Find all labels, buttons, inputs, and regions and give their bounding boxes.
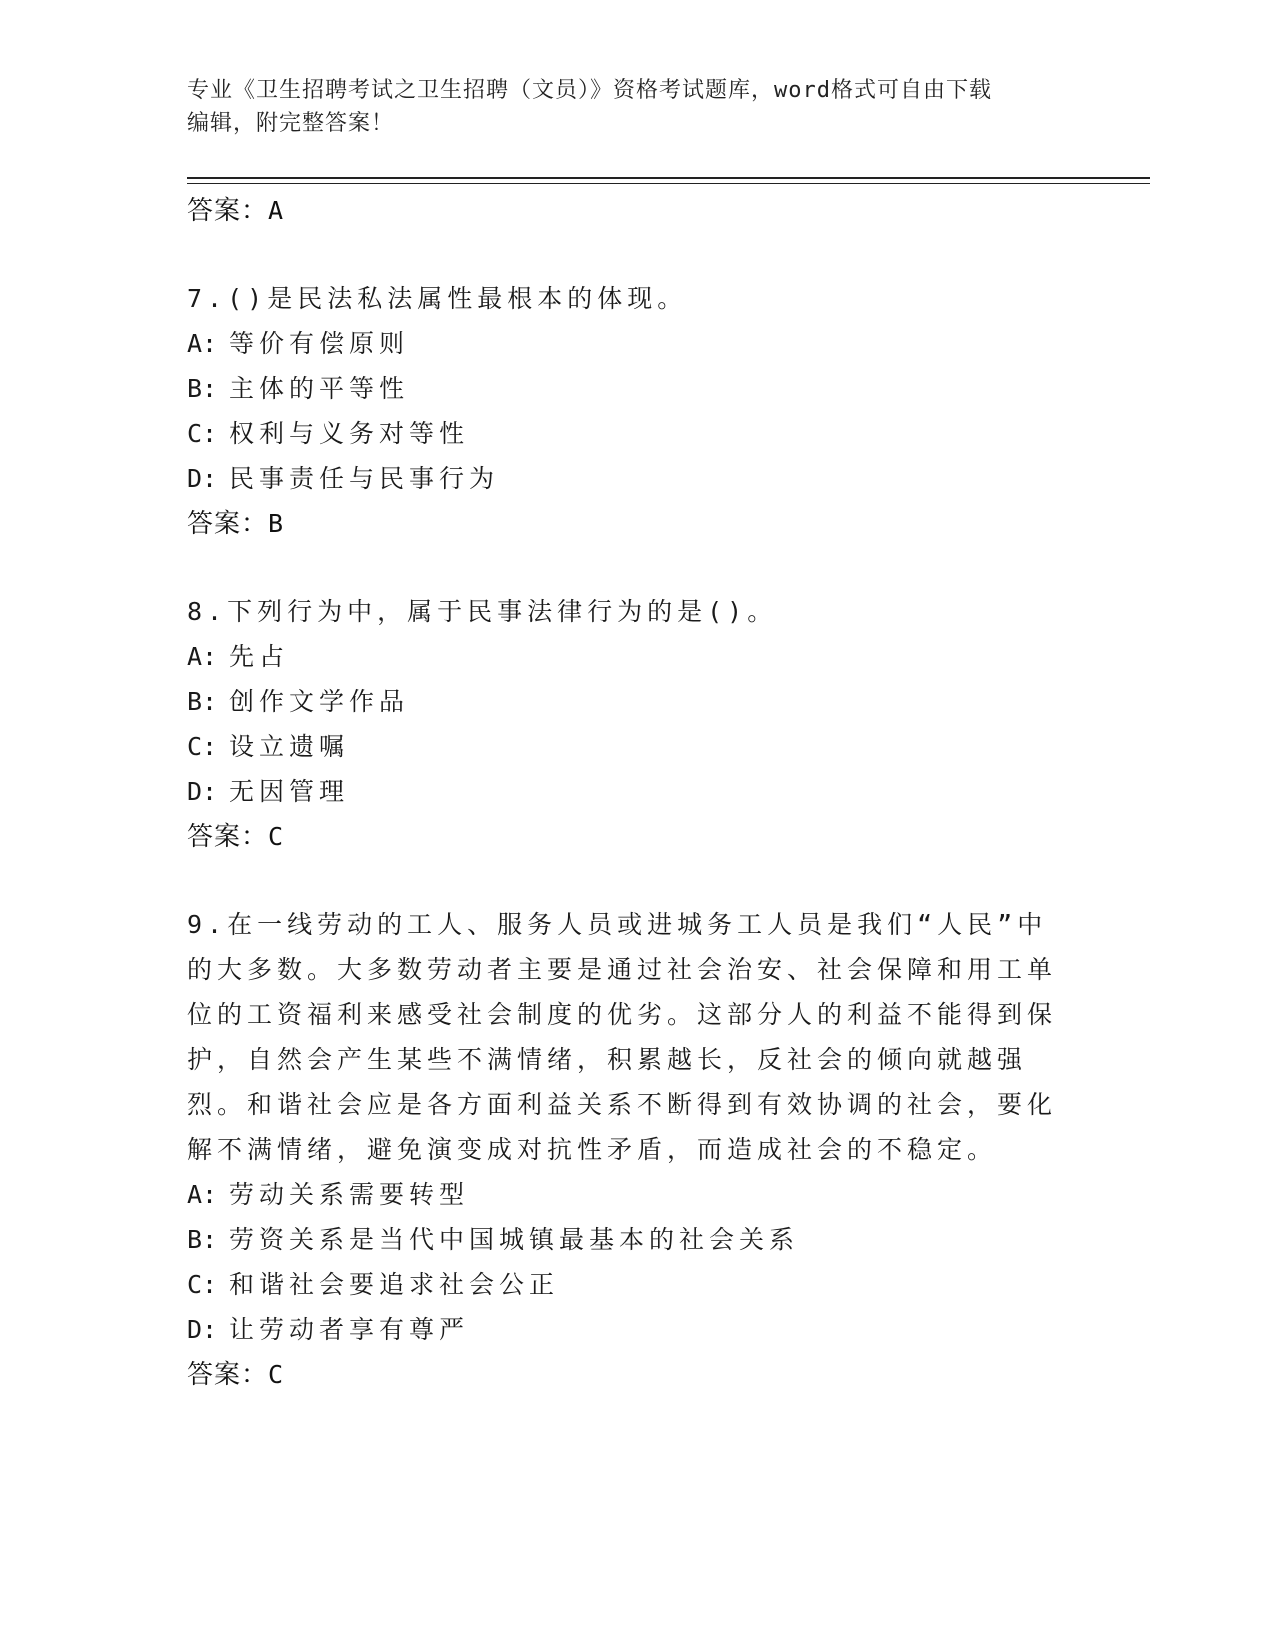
answer-line bbox=[187, 501, 1067, 546]
header-line-2: 编辑，附完整答案！ bbox=[187, 111, 395, 136]
option-key: C: bbox=[187, 732, 218, 761]
option-d bbox=[187, 1307, 1067, 1352]
option-a bbox=[187, 1172, 1067, 1217]
option-key: A: bbox=[187, 329, 218, 358]
option-text: 让劳动者享有尊严 bbox=[229, 1315, 470, 1344]
option-key: B: bbox=[187, 374, 218, 403]
header-rule-thick bbox=[187, 177, 1150, 179]
option-a bbox=[187, 321, 1067, 366]
question-stem: 8.下列行为中，属于民事法律行为的是()。 bbox=[187, 597, 778, 626]
question-block bbox=[187, 902, 1067, 1397]
option-text: 民事责任与民事行为 bbox=[229, 464, 500, 493]
option-b bbox=[187, 1217, 1067, 1262]
option-key: A: bbox=[187, 642, 218, 671]
option-text: 权利与义务对等性 bbox=[229, 419, 470, 448]
answer-value: A bbox=[268, 196, 285, 225]
option-b bbox=[187, 679, 1067, 724]
option-text: 劳资关系是当代中国城镇最基本的社会关系 bbox=[229, 1225, 800, 1254]
answer-label: 答案： bbox=[187, 1360, 269, 1390]
answer-line bbox=[187, 188, 1067, 233]
header-rule-thin bbox=[187, 183, 1150, 184]
option-text: 创作文学作品 bbox=[229, 687, 410, 716]
question-stem: 7.()是民法私法属性最根本的体现。 bbox=[187, 284, 688, 313]
option-key: D: bbox=[187, 1315, 218, 1344]
question-block bbox=[187, 276, 1067, 546]
answer-label: 答案： bbox=[187, 822, 269, 852]
option-key: B: bbox=[187, 687, 218, 716]
answer-line bbox=[187, 1352, 1067, 1397]
page-header bbox=[187, 74, 1067, 140]
option-b bbox=[187, 366, 1067, 411]
option-c bbox=[187, 724, 1067, 769]
answer-label: 答案： bbox=[187, 196, 269, 226]
option-text: 劳动关系需要转型 bbox=[229, 1180, 470, 1209]
option-d bbox=[187, 456, 1067, 501]
option-key: A: bbox=[187, 1180, 218, 1209]
option-d bbox=[187, 769, 1067, 814]
option-key: C: bbox=[187, 419, 218, 448]
spacer bbox=[187, 859, 1067, 902]
answer-value: C bbox=[268, 1360, 285, 1389]
spacer bbox=[187, 233, 1067, 276]
option-key: D: bbox=[187, 464, 218, 493]
option-a bbox=[187, 634, 1067, 679]
option-key: C: bbox=[187, 1270, 218, 1299]
option-text: 主体的平等性 bbox=[229, 374, 410, 403]
question-stem: 9.在一线劳动的工人、服务人员或进城务工人员是我们“人民”中的大多数。大多数劳动者主要是通过社会治安、社会保障和用工单位的工资福利来感受社会制度的优劣。这部分人的利益不能得到保护，自然会产生某些不满情绪，积累越长，反社会的倾向就越强烈。和谐社会应是各方面利益关系不断得到有效协调的社会，要化解不满情绪，避免演变成对抗性矛盾，而造成社会的不稳定。 bbox=[187, 910, 1058, 1164]
option-key: B: bbox=[187, 1225, 218, 1254]
option-c bbox=[187, 1262, 1067, 1307]
answer-line bbox=[187, 814, 1067, 859]
option-text: 设立遗嘱 bbox=[229, 732, 350, 761]
option-text: 先占 bbox=[229, 642, 290, 671]
option-key: D: bbox=[187, 777, 218, 806]
answer-value: C bbox=[268, 822, 285, 851]
answer-label: 答案： bbox=[187, 509, 269, 539]
option-text: 等价有偿原则 bbox=[229, 329, 410, 358]
question-block bbox=[187, 589, 1067, 859]
option-c bbox=[187, 411, 1067, 456]
question-list bbox=[187, 188, 1067, 1397]
header-line-1: 专业《卫生招聘考试之卫生招聘（文员）》资格考试题库，word格式可自由下载 bbox=[187, 78, 992, 103]
answer-value: B bbox=[268, 509, 285, 538]
option-text: 无因管理 bbox=[229, 777, 350, 806]
spacer bbox=[187, 546, 1067, 589]
option-text: 和谐社会要追求社会公正 bbox=[229, 1270, 560, 1299]
